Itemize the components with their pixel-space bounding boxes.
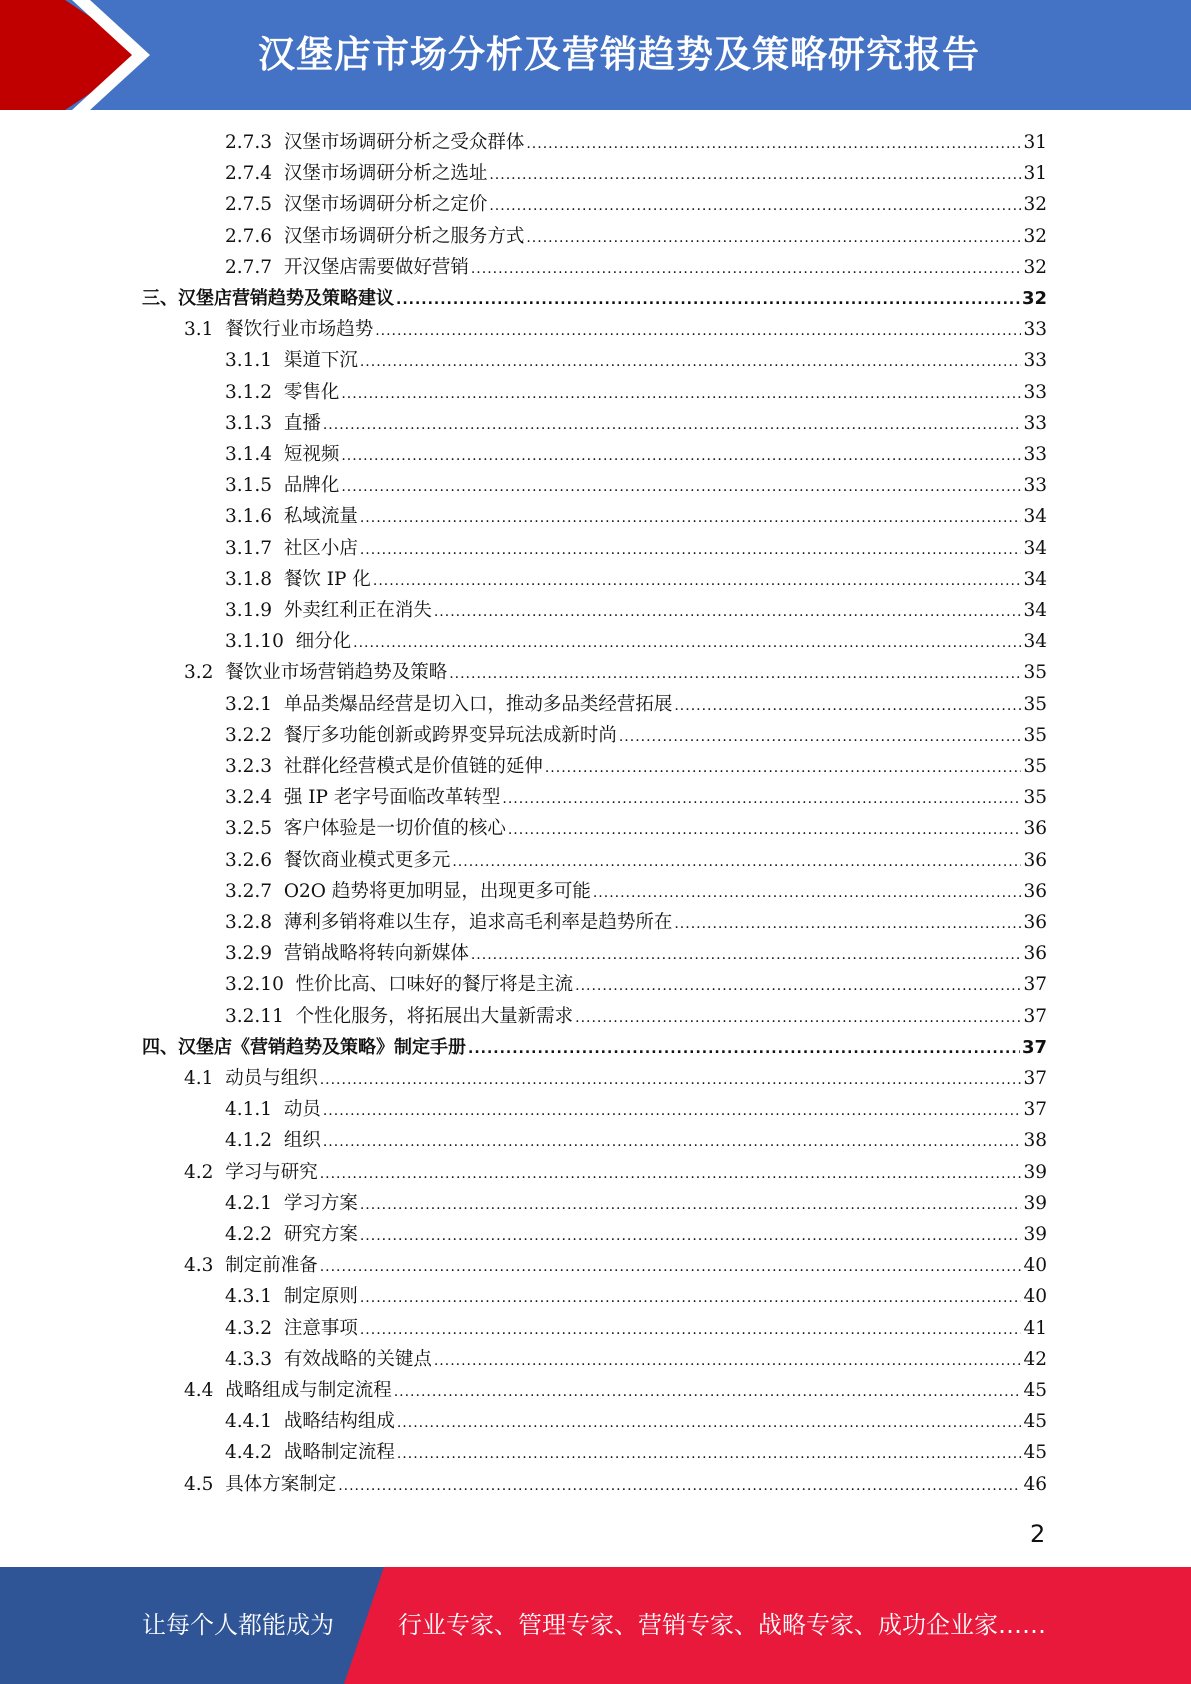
toc-entry-number: 4.3.3	[225, 1348, 273, 1370]
toc-entry-number: 4.2.1	[225, 1192, 273, 1214]
toc-entry-number: 3.2.2	[225, 724, 273, 746]
toc-entry-spacer	[272, 1220, 284, 1250]
toc-entry-page: 33	[1023, 381, 1047, 403]
toc-entry-title: 制定前准备	[225, 1255, 318, 1277]
toc-entry-spacer	[272, 846, 284, 876]
toc-entry-page: 33	[1023, 350, 1047, 372]
toc-entry-spacer	[272, 346, 284, 376]
toc-entry-spacer	[272, 596, 284, 626]
toc-entry-title: 社群化经营模式是价值链的延伸	[283, 756, 543, 777]
toc-entry-number: 4.1.1	[225, 1099, 273, 1121]
toc-dot-leader	[468, 1034, 1020, 1064]
toc-entry-number: 2.7.7	[225, 256, 273, 278]
toc-entry[interactable]	[184, 1064, 1047, 1094]
toc-dot-leader	[323, 1127, 1022, 1157]
toc-entry-title: 直播	[283, 412, 321, 434]
toc-entry[interactable]	[225, 1345, 1047, 1375]
toc-entry-page: 32	[1023, 256, 1047, 278]
toc-dot-leader	[526, 223, 1021, 253]
toc-dot-leader	[449, 659, 1021, 689]
toc-entry[interactable]	[225, 1438, 1047, 1468]
toc-dot-leader	[341, 472, 1021, 502]
toc-entry-page: 45	[1023, 1411, 1047, 1433]
toc-entry-title: 零售化	[283, 381, 340, 403]
toc-entry-spacer	[272, 1189, 284, 1219]
toc-entry-page: 34	[1023, 600, 1047, 621]
toc-dot-leader	[471, 940, 1022, 970]
toc-entry-title: 汉堡市场调研分析之选址	[283, 163, 488, 185]
toc-entry[interactable]	[225, 440, 1047, 470]
toc-entry[interactable]	[225, 502, 1047, 532]
toc-dot-leader	[489, 191, 1021, 221]
toc-entry-spacer	[272, 565, 284, 595]
toc-entry-title: 餐饮 IP 化	[283, 568, 371, 590]
toc-entry[interactable]	[225, 596, 1047, 626]
toc-entry-page: 35	[1023, 756, 1047, 777]
toc-entry-page: 36	[1023, 818, 1047, 840]
toc-entry-number: 2.7.5	[225, 194, 273, 216]
toc-entry-page: 39	[1023, 1224, 1047, 1245]
toc-entry-spacer	[272, 1438, 284, 1468]
toc-dot-leader	[360, 1283, 1022, 1313]
toc-entry-title: 营销战略将转向新媒体	[283, 943, 469, 965]
toc-entry-spacer	[284, 970, 296, 1000]
toc-dot-leader	[508, 815, 1022, 845]
toc-entry-title: 社区小店	[283, 537, 358, 559]
toc-entry-number: 3.2.8	[225, 912, 273, 933]
toc-entry-title: O2O 趋势将更加明显，出现更多可能	[283, 880, 591, 902]
toc-entry-number: 2.7.3	[225, 132, 273, 153]
toc-dot-leader	[619, 722, 1022, 752]
toc-entry-page: 31	[1023, 163, 1047, 185]
toc-dot-leader	[360, 1315, 1022, 1345]
toc-dot-leader	[526, 129, 1021, 159]
toc-entry-title: 四、汉堡店《营销趋势及策略》制定手册	[142, 1036, 466, 1058]
toc-entry-page: 38	[1023, 1130, 1047, 1152]
toc-entry-title: 细分化	[295, 631, 352, 653]
toc-dot-leader	[545, 753, 1022, 783]
toc-entry-title: 汉堡市场调研分析之服务方式	[283, 225, 525, 247]
toc-entry-page: 35	[1023, 787, 1047, 809]
toc-dot-leader	[434, 597, 1022, 627]
toc-dot-leader	[674, 909, 1021, 939]
toc-entry[interactable]	[225, 1095, 1047, 1125]
toc-entry-spacer	[272, 440, 284, 470]
toc-entry-title: 品牌化	[283, 475, 340, 497]
toc-entry-title: 三、汉堡店营销趋势及策略建议	[142, 288, 394, 309]
toc-entry[interactable]	[225, 534, 1047, 564]
toc-entry-spacer	[272, 190, 284, 220]
toc-entry-spacer	[213, 1376, 225, 1406]
toc-entry-spacer	[272, 814, 284, 844]
toc-entry-title: 战略制定流程	[283, 1442, 395, 1464]
toc-entry[interactable]	[225, 1002, 1047, 1032]
toc-entry-page: 42	[1023, 1348, 1047, 1370]
toc-entry-spacer	[272, 253, 284, 283]
toc-entry-spacer	[272, 1095, 284, 1125]
page-footer	[0, 1567, 1191, 1684]
toc-entry[interactable]	[225, 1407, 1047, 1437]
toc-dot-leader	[593, 878, 1022, 908]
toc-entry-page: 36	[1023, 912, 1047, 933]
toc-entry-spacer	[272, 1407, 284, 1437]
toc-entry[interactable]	[184, 315, 1047, 345]
toc-entry-page: 35	[1023, 693, 1047, 715]
toc-entry-spacer	[272, 908, 284, 938]
toc-entry-title: 组织	[283, 1130, 321, 1152]
toc-entry-spacer	[272, 409, 284, 439]
toc-entry-number: 4.2.2	[225, 1224, 273, 1245]
toc-entry-spacer	[213, 1064, 225, 1094]
toc-entry-number: 2.7.4	[225, 163, 273, 185]
toc-entry-number: 4.1.2	[225, 1130, 273, 1152]
toc-entry-spacer	[213, 1470, 225, 1500]
toc-entry-title: 性价比高、口味好的餐厅将是主流	[295, 974, 574, 996]
toc-entry-spacer	[272, 471, 284, 501]
toc-entry-title: 开汉堡店需要做好营销	[283, 256, 469, 278]
toc-entry-title: 薄利多销将难以生存，追求高毛利率是趋势所在	[283, 912, 673, 933]
toc-entry-page: 34	[1023, 537, 1047, 559]
toc-entry[interactable]	[225, 970, 1047, 1000]
toc-entry[interactable]	[184, 658, 1047, 688]
toc-dot-leader	[360, 1221, 1022, 1251]
toc-entry-page: 33	[1023, 319, 1047, 341]
toc-dot-leader	[320, 1159, 1022, 1189]
toc-entry-spacer	[272, 1345, 284, 1375]
toc-dot-leader	[320, 1252, 1022, 1282]
toc-dot-leader	[575, 1003, 1021, 1033]
toc-entry-page: 37	[1023, 1099, 1047, 1121]
toc-dot-leader	[360, 503, 1022, 533]
toc-entry[interactable]	[184, 1470, 1047, 1500]
toc-entry-spacer	[213, 1158, 225, 1188]
toc-dot-leader	[434, 1346, 1022, 1376]
toc-entry-title: 外卖红利正在消失	[283, 600, 432, 621]
toc-entry-page: 33	[1023, 444, 1047, 465]
toc-entry[interactable]	[225, 346, 1047, 376]
toc-dot-leader	[360, 347, 1022, 377]
page-header	[0, 0, 1191, 110]
toc-entry-page: 46	[1023, 1473, 1047, 1495]
toc-entry-number: 3.1.5	[225, 475, 273, 497]
toc-entry-title: 注意事项	[283, 1317, 358, 1339]
toc-entry-spacer	[272, 783, 284, 813]
toc-entry-number: 3.1.8	[225, 568, 273, 590]
toc-entry-title: 单品类爆品经营是切入口，推动多品类经营拓展	[283, 693, 673, 715]
toc-entry[interactable]	[225, 783, 1047, 813]
toc-entry-title: 战略组成与制定流程	[225, 1380, 392, 1401]
toc-dot-leader	[397, 1439, 1022, 1469]
toc-dot-leader	[396, 285, 1020, 315]
toc-entry[interactable]	[225, 877, 1047, 907]
toc-entry-number: 3.1.2	[225, 381, 273, 403]
toc-entry-spacer	[284, 627, 296, 657]
toc-entry-title: 餐饮商业模式更多元	[283, 849, 451, 871]
toc-entry-page: 33	[1023, 475, 1047, 497]
toc-dot-leader	[471, 254, 1022, 284]
toc-entry[interactable]	[225, 690, 1047, 720]
toc-entry-page: 34	[1023, 631, 1047, 653]
toc-entry-spacer	[272, 690, 284, 720]
toc-entry[interactable]	[184, 1251, 1047, 1281]
toc-dot-leader	[375, 316, 1021, 346]
toc-dot-leader	[353, 628, 1021, 658]
toc-entry-number: 3.2.11	[225, 1005, 284, 1027]
toc-entry-title: 动员	[283, 1099, 321, 1121]
toc-entry[interactable]	[225, 1220, 1047, 1250]
toc-entry-number: 3.1.6	[225, 506, 273, 528]
toc-entry-spacer	[272, 159, 284, 189]
toc-entry-number: 4.4.2	[225, 1442, 273, 1464]
toc-entry-page: 34	[1023, 568, 1047, 590]
toc-entry[interactable]	[225, 253, 1047, 283]
toc-dot-leader	[502, 784, 1021, 814]
toc-entry-title: 动员与组织	[225, 1068, 318, 1089]
toc-dot-leader	[341, 441, 1021, 471]
toc-entry-number: 3.1	[184, 319, 214, 341]
toc-entry[interactable]	[225, 565, 1047, 595]
toc-dot-leader	[575, 971, 1021, 1001]
toc-entry[interactable]	[142, 1033, 1047, 1063]
toc-entry[interactable]	[225, 1126, 1047, 1156]
toc-entry-number: 3.2.5	[225, 818, 273, 840]
toc-entry-spacer	[272, 1126, 284, 1156]
toc-dot-leader	[360, 535, 1022, 565]
toc-entry-spacer	[272, 502, 284, 532]
toc-entry-number: 3.2	[184, 662, 214, 684]
toc-entry-spacer	[272, 721, 284, 751]
toc-entry-page: 37	[1023, 1068, 1047, 1089]
toc-entry-page: 35	[1023, 724, 1047, 746]
page-number: 2	[1030, 1520, 1046, 1548]
toc-entry-spacer	[272, 877, 284, 907]
toc-entry-number: 4.3.1	[225, 1286, 273, 1308]
toc-dot-leader	[360, 1190, 1022, 1220]
toc-entry-title: 研究方案	[283, 1224, 358, 1245]
toc-entry-title: 强 IP 老字号面临改革转型	[283, 787, 501, 809]
toc-dot-leader	[489, 160, 1021, 190]
header-red-arrow	[0, 0, 148, 110]
toc-entry-spacer	[272, 1314, 284, 1344]
toc-entry-title: 汉堡市场调研分析之受众群体	[283, 132, 525, 153]
toc-entry-spacer	[272, 378, 284, 408]
report-title: 汉堡店市场分析及营销趋势及策略研究报告	[258, 33, 980, 76]
toc-dot-leader	[452, 847, 1021, 877]
toc-entry[interactable]	[142, 284, 1047, 314]
toc-entry-page: 37	[1023, 974, 1047, 996]
toc-entry-title: 渠道下沉	[283, 350, 358, 372]
toc-entry-page: 39	[1023, 1192, 1047, 1214]
toc-entry-number: 3.1.1	[225, 350, 273, 372]
toc-entry[interactable]	[225, 378, 1047, 408]
toc-entry-spacer	[284, 1002, 296, 1032]
toc-entry-page: 35	[1023, 662, 1047, 684]
toc-entry-page: 40	[1023, 1286, 1047, 1308]
toc-entry[interactable]	[225, 471, 1047, 501]
toc-entry[interactable]	[225, 721, 1047, 751]
toc-entry-number: 3.1.9	[225, 600, 273, 621]
toc-entry[interactable]	[225, 1314, 1047, 1344]
toc-entry-number: 3.1.3	[225, 412, 273, 434]
toc-entry[interactable]	[225, 159, 1047, 189]
toc-entry-number: 4.3.2	[225, 1317, 273, 1339]
toc-entry-page: 36	[1023, 880, 1047, 902]
toc-entry-title: 具体方案制定	[225, 1473, 337, 1495]
toc-entry-page: 41	[1023, 1317, 1047, 1339]
toc-dot-leader	[397, 1408, 1022, 1438]
toc-entry-page: 45	[1023, 1380, 1047, 1401]
toc-entry-number: 3.1.10	[225, 631, 284, 653]
toc-entry-title: 学习方案	[283, 1192, 358, 1214]
toc-dot-leader	[341, 379, 1021, 409]
toc-entry-number: 4.5	[184, 1473, 214, 1495]
toc-entry-page: 36	[1023, 849, 1047, 871]
toc-entry-title: 餐饮业市场营销趋势及策略	[225, 662, 448, 684]
toc-entry[interactable]	[225, 222, 1047, 252]
toc-entry-title: 客户体验是一切价值的核心	[283, 818, 506, 840]
toc-entry-spacer	[213, 315, 225, 345]
toc-entry[interactable]	[225, 939, 1047, 969]
toc-dot-leader	[320, 1065, 1022, 1095]
toc-entry-title: 制定原则	[283, 1286, 358, 1308]
toc-entry[interactable]	[225, 814, 1047, 844]
toc-entry-number: 4.4.1	[225, 1411, 273, 1433]
toc-entry-number: 4.3	[184, 1255, 214, 1277]
toc-entry-number: 3.2.9	[225, 943, 273, 965]
toc-entry-page: 40	[1023, 1255, 1047, 1277]
toc-entry[interactable]	[225, 128, 1047, 158]
toc-entry-page: 34	[1023, 506, 1047, 528]
toc-entry-title: 个性化服务，将拓展出大量新需求	[295, 1005, 574, 1027]
toc-entry-title: 学习与研究	[225, 1161, 318, 1183]
toc-entry[interactable]	[225, 627, 1047, 657]
toc-entry-title: 战略结构组成	[283, 1411, 395, 1433]
toc-entry-page: 32	[1021, 288, 1047, 309]
toc-entry-spacer	[272, 128, 284, 158]
toc-entry[interactable]	[225, 846, 1047, 876]
toc-entry[interactable]	[225, 1189, 1047, 1219]
toc-entry-spacer	[272, 1282, 284, 1312]
toc-entry-title: 餐厅多功能创新或跨界变异玩法成新时尚	[283, 724, 617, 746]
toc-entry-number: 3.2.3	[225, 756, 273, 777]
toc-entry-number: 3.1.4	[225, 444, 273, 465]
toc-entry-page: 45	[1023, 1442, 1047, 1464]
toc-entry-number: 3.2.7	[225, 880, 273, 902]
toc-entry-title: 短视频	[283, 444, 340, 465]
toc-entry-spacer	[272, 222, 284, 252]
toc-entry-number: 3.2.6	[225, 849, 273, 871]
toc-entry-spacer	[272, 939, 284, 969]
toc-dot-leader	[338, 1471, 1021, 1501]
toc-entry-page: 32	[1023, 194, 1047, 216]
toc-entry[interactable]	[225, 1282, 1047, 1312]
toc-entry-number: 3.2.4	[225, 787, 273, 809]
toc-entry-number: 4.4	[184, 1380, 214, 1401]
toc-entry-title: 汉堡市场调研分析之定价	[283, 194, 488, 216]
toc-entry[interactable]	[225, 752, 1047, 782]
toc-dot-leader	[323, 1096, 1022, 1126]
toc-entry-page: 32	[1023, 225, 1047, 247]
toc-entry[interactable]	[184, 1158, 1047, 1188]
toc-entry-page: 37	[1023, 1005, 1047, 1027]
toc-entry-title: 私域流量	[283, 506, 358, 528]
toc-entry[interactable]	[184, 1376, 1047, 1406]
toc-entry-spacer	[272, 752, 284, 782]
toc-dot-leader	[373, 566, 1022, 596]
toc-entry-spacer	[213, 658, 225, 688]
toc-entry-page: 31	[1023, 132, 1047, 153]
toc-entry-number: 4.2	[184, 1161, 214, 1183]
toc-entry[interactable]	[225, 908, 1047, 938]
toc-dot-leader	[674, 691, 1021, 721]
toc-dot-leader	[394, 1377, 1022, 1407]
toc-entry-number: 3.2.10	[225, 974, 284, 996]
toc-entry-spacer	[213, 1251, 225, 1281]
toc-dot-leader	[323, 410, 1022, 440]
toc-entry-number: 3.2.1	[225, 693, 273, 715]
toc-entry-title: 餐饮行业市场趋势	[225, 319, 374, 341]
toc-entry-page: 36	[1023, 943, 1047, 965]
toc-entry-page: 39	[1023, 1161, 1047, 1183]
toc-entry-title: 有效战略的关键点	[283, 1348, 432, 1370]
toc-entry-page: 33	[1023, 412, 1047, 434]
footer-slogan-left: 让每个人都能成为	[142, 1611, 334, 1639]
toc-entry-page: 37	[1021, 1036, 1047, 1058]
footer-slogan-right: 行业专家、管理专家、营销专家、战略专家、成功企业家……	[398, 1611, 1046, 1639]
toc-entry-number: 3.1.7	[225, 537, 273, 559]
toc-entry-number: 2.7.6	[225, 225, 273, 247]
toc-entry[interactable]	[225, 190, 1047, 220]
toc-entry-number: 4.1	[184, 1068, 214, 1089]
toc-entry[interactable]	[225, 409, 1047, 439]
toc-entry-spacer	[272, 534, 284, 564]
